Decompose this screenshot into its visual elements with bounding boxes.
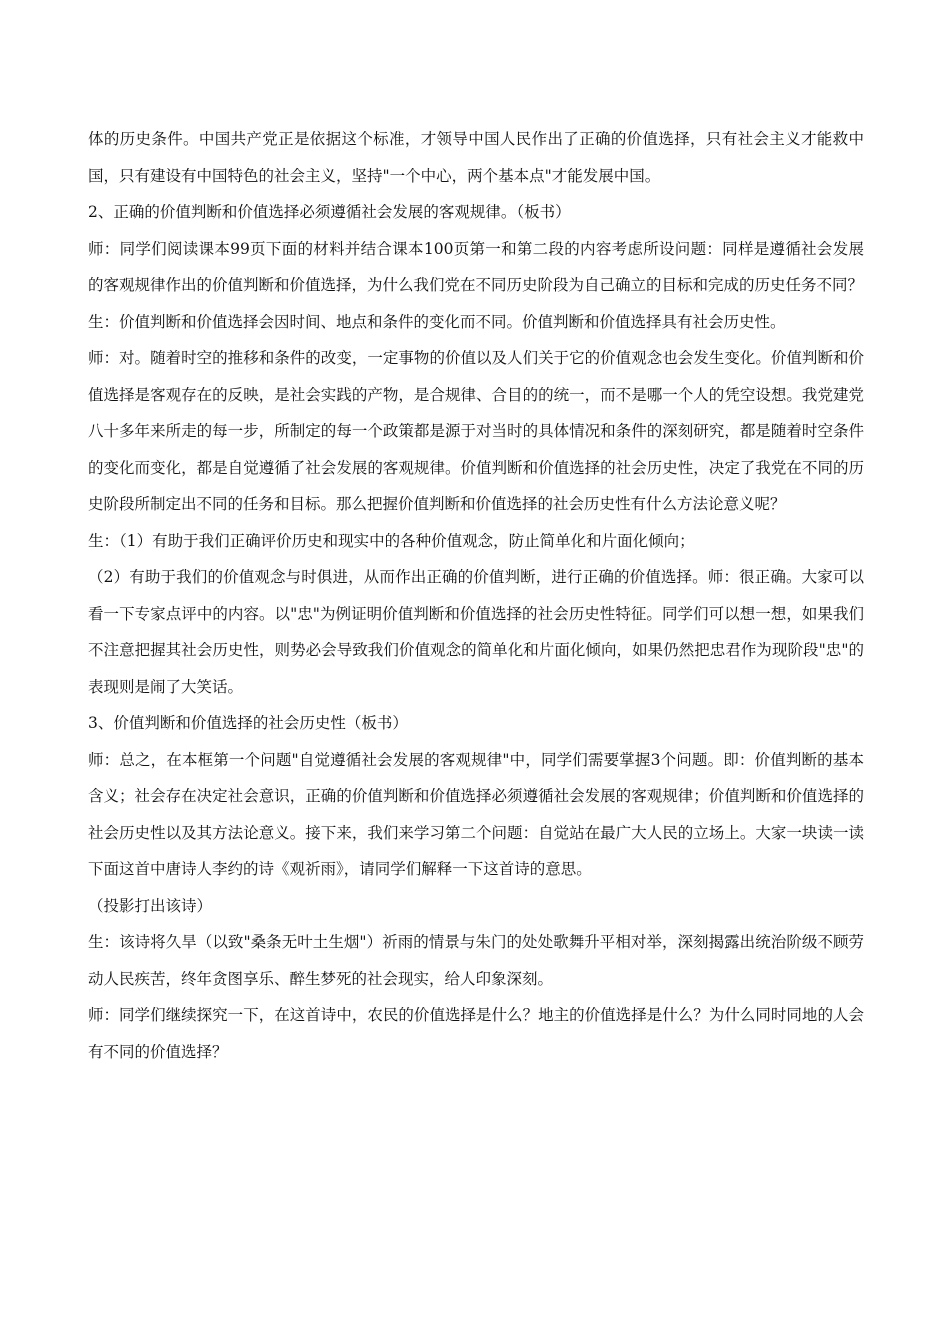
paragraph-4: 生：价值判断和价值选择会因时间、地点和条件的变化而不同。价值判断和价值选择具有社会历史性。	[88, 312, 786, 331]
paragraph-7: （2）有助于我们的价值观念与时俱进，从而作出正确的价值判断，进行正确的价值选择。师：很正确。大家可以看一下专家点评中的内容。以"忠"为例证明价值判断和价值选择的社会历史性特征。同学们可以想一想，如果我们不注意把握其社会历史性，则势必会导致我们价值观念的简单化和片面化倾向，如果仍然把忠君作为现阶段"忠"的表现则是闹了大笑话。	[88, 568, 864, 696]
paragraph-5: 师：对。随着时空的推移和条件的改变，一定事物的价值以及人们关于它的价值观念也会发生变化。价值判断和价值选择是客观存在的反映，是社会实践的产物，是合规律、合目的的统一，而不是哪一个人的凭空设想。我党建党八十多年来所走的每一步，所制定的每一个政策都是源于对当时的具体情况和条件的深刻研究，都是随着时空条件的变化而变化，都是自觉遵循了社会发展的客观规律。价值判断和价值选择的社会历史性，决定了我党在不同的历史阶段所制定出不同的任务和目标。那么把握价值判断和价值选择的社会历史性有什么方法论意义呢？	[88, 349, 864, 513]
paragraph-9: 师：总之，在本框第一个问题"自觉遵循社会发展的客观规律"中，同学们需要掌握3个问题。即：价值判断的基本含义；社会存在决定社会意识，正确的价值判断和价值选择必须遵循社会发展的客观规律；价值判断和价值选择的社会历史性以及其方法论意义。接下来，我们来学习第二个问题：自觉站在最广大人民的立场上。大家一块读一读下面这首中唐诗人李约的诗《观祈雨》，请同学们解释一下这首诗的意思。	[88, 750, 864, 878]
paragraph-12: 师：同学们继续探究一下，在这首诗中，农民的价值选择是什么？地主的价值选择是什么？为什么同时同地的人会有不同的价值选择？	[88, 1006, 864, 1061]
paragraph-8-heading: 3、价值判断和价值选择的社会历史性（板书）	[88, 714, 408, 732]
paragraph-1: 体的历史条件。中国共产党正是依据这个标准，才领导中国人民作出了正确的价值选择，只有社会主义才能救中国，只有建设有中国特色的社会主义，坚持"一个中心，两个基本点"才能发展中国。	[88, 130, 864, 185]
paragraph-3: 师：同学们阅读课本99页下面的材料并结合课本100页第一和第二段的内容考虑所设问题：同样是遵循社会发展的客观规律作出的价值判断和价值选择，为什么我们党在不同历史阶段为自己确立的目标和完成的历史任务不同？	[88, 239, 864, 294]
paragraph-10: （投影打出该诗）	[88, 896, 213, 915]
paragraph-11: 生：该诗将久旱（以致"桑条无叶土生烟"）祈雨的情景与朱门的处处歌舞升平相对举，深刻揭露出统治阶级不顾劳动人民疾苦，终年贪图享乐、醉生梦死的社会现实，给人印象深刻。	[88, 933, 864, 988]
paragraph-2-heading: 2、正确的价值判断和价值选择必须遵循社会发展的客观规律。（板书）	[88, 203, 571, 221]
paragraph-6: 生：（1）有助于我们正确评价历史和现实中的各种价值观念，防止简单化和片面化倾向；	[88, 531, 695, 550]
document-body	[88, 121, 864, 1070]
